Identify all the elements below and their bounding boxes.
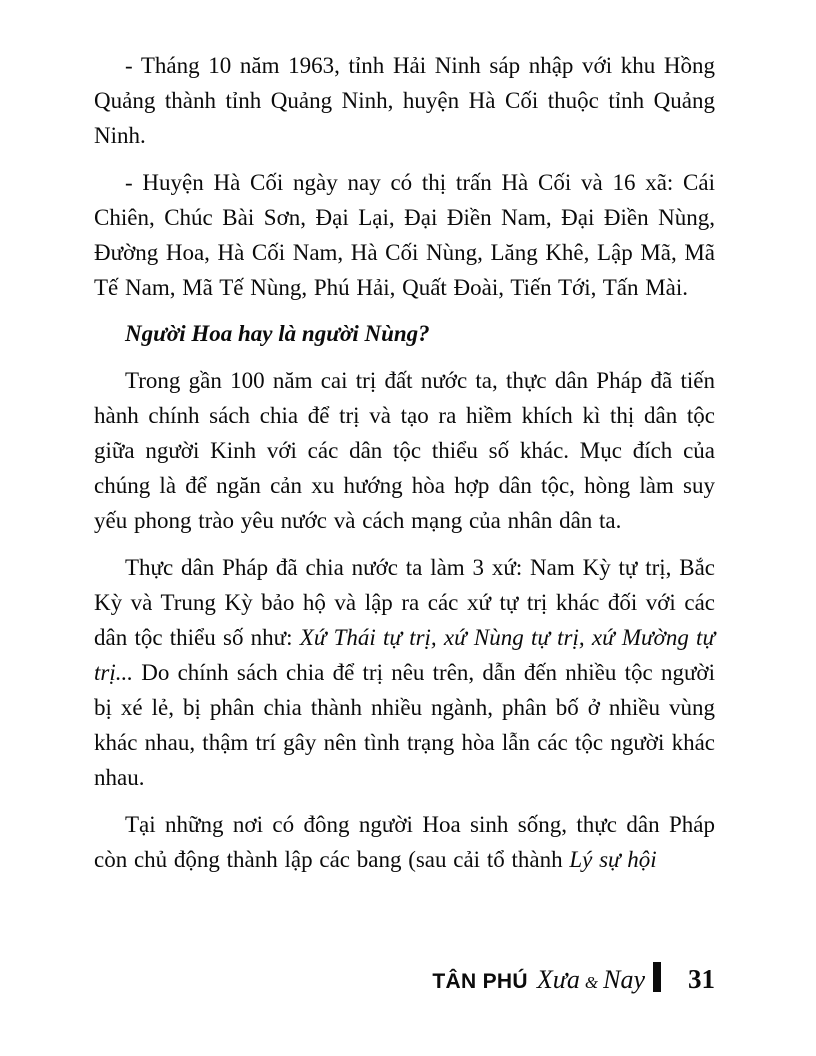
section-heading-nguoi-hoa-nung	[94, 316, 715, 351]
page-footer	[432, 958, 715, 995]
paragraph-hoa-communities	[94, 807, 715, 877]
paragraph-italic-autonomous-zones: Xứ Thái tự trị, xứ Nùng tự trị, xứ Mường tự trị...	[94, 625, 715, 685]
paragraph-text: - Huyện Hà Cối ngày nay có thị trấn Hà Cối và 16 xã: Cái Chiên, Chúc Bài Sơn, Đại Lại, Đại Điền Nam, Đại Điền Nùng, Đường Hoa, Hà Cối Nam, Hà Cối Nùng, Lăng Khê, Lập Mã, Mã Tế Nam, Mã Tế Nùng, Phú Hải, Quất Đoài, Tiến Tới, Tấn Mài.	[94, 170, 715, 300]
paragraph-hai-ninh-merge	[94, 48, 715, 153]
paragraph-text: Do chính sách chia để trị nêu trên, dẫn đến nhiều tộc người bị xé lẻ, bị phân chia thành nhiều ngành, phân bố ở nhiều vùng khác nhau, thậm trí gây nên tình trạng hòa lẫn các tộc người khác nhau.	[94, 660, 715, 790]
paragraph-three-regions	[94, 550, 715, 795]
page-body-text	[94, 48, 715, 877]
paragraph-ha-coi-communes	[94, 165, 715, 305]
footer-divider-bar	[653, 962, 661, 992]
footer-subtitle-xua: Xưa	[536, 965, 580, 994]
footer-subtitle-nay: Nay	[603, 965, 645, 994]
page-number: 31	[688, 964, 715, 994]
footer-book-title: TÂN PHÚ	[432, 970, 528, 993]
paragraph-text: - Tháng 10 năm 1963, tỉnh Hải Ninh sáp nhập với khu Hồng Quảng thành tỉnh Quảng Ninh, huyện Hà Cối thuộc tỉnh Quảng Ninh.	[94, 53, 715, 148]
paragraph-text: Tại những nơi có đông người Hoa sinh sống, thực dân Pháp còn chủ động thành lập các bang (sau cải tổ thành	[94, 812, 715, 872]
paragraph-french-divide-rule	[94, 363, 715, 538]
paragraph-italic-ly-su-hoi: Lý sự hội	[569, 847, 657, 872]
paragraph-text: Trong gần 100 năm cai trị đất nước ta, thực dân Pháp đã tiến hành chính sách chia để trị và tạo ra hiềm khích kì thị dân tộc giữa người Kinh với các dân tộc thiểu số khác. Mục đích của chúng là để ngăn cản xu hướng hòa hợp dân tộc, hòng làm suy yếu phong trào yêu nước và cách mạng của nhân dân ta.	[94, 368, 715, 533]
footer-book-subtitle	[537, 965, 645, 995]
footer-ampersand: &	[584, 973, 599, 992]
section-heading-text: Người Hoa hay là người Nùng?	[125, 321, 430, 346]
paragraph-text: Thực dân Pháp đã chia nước ta làm 3 xứ: Nam Kỳ tự trị, Bắc Kỳ và Trung Kỳ bảo hộ và lập ra các xứ tự trị khác đối với các dân tộc thiểu số như:	[94, 555, 715, 650]
